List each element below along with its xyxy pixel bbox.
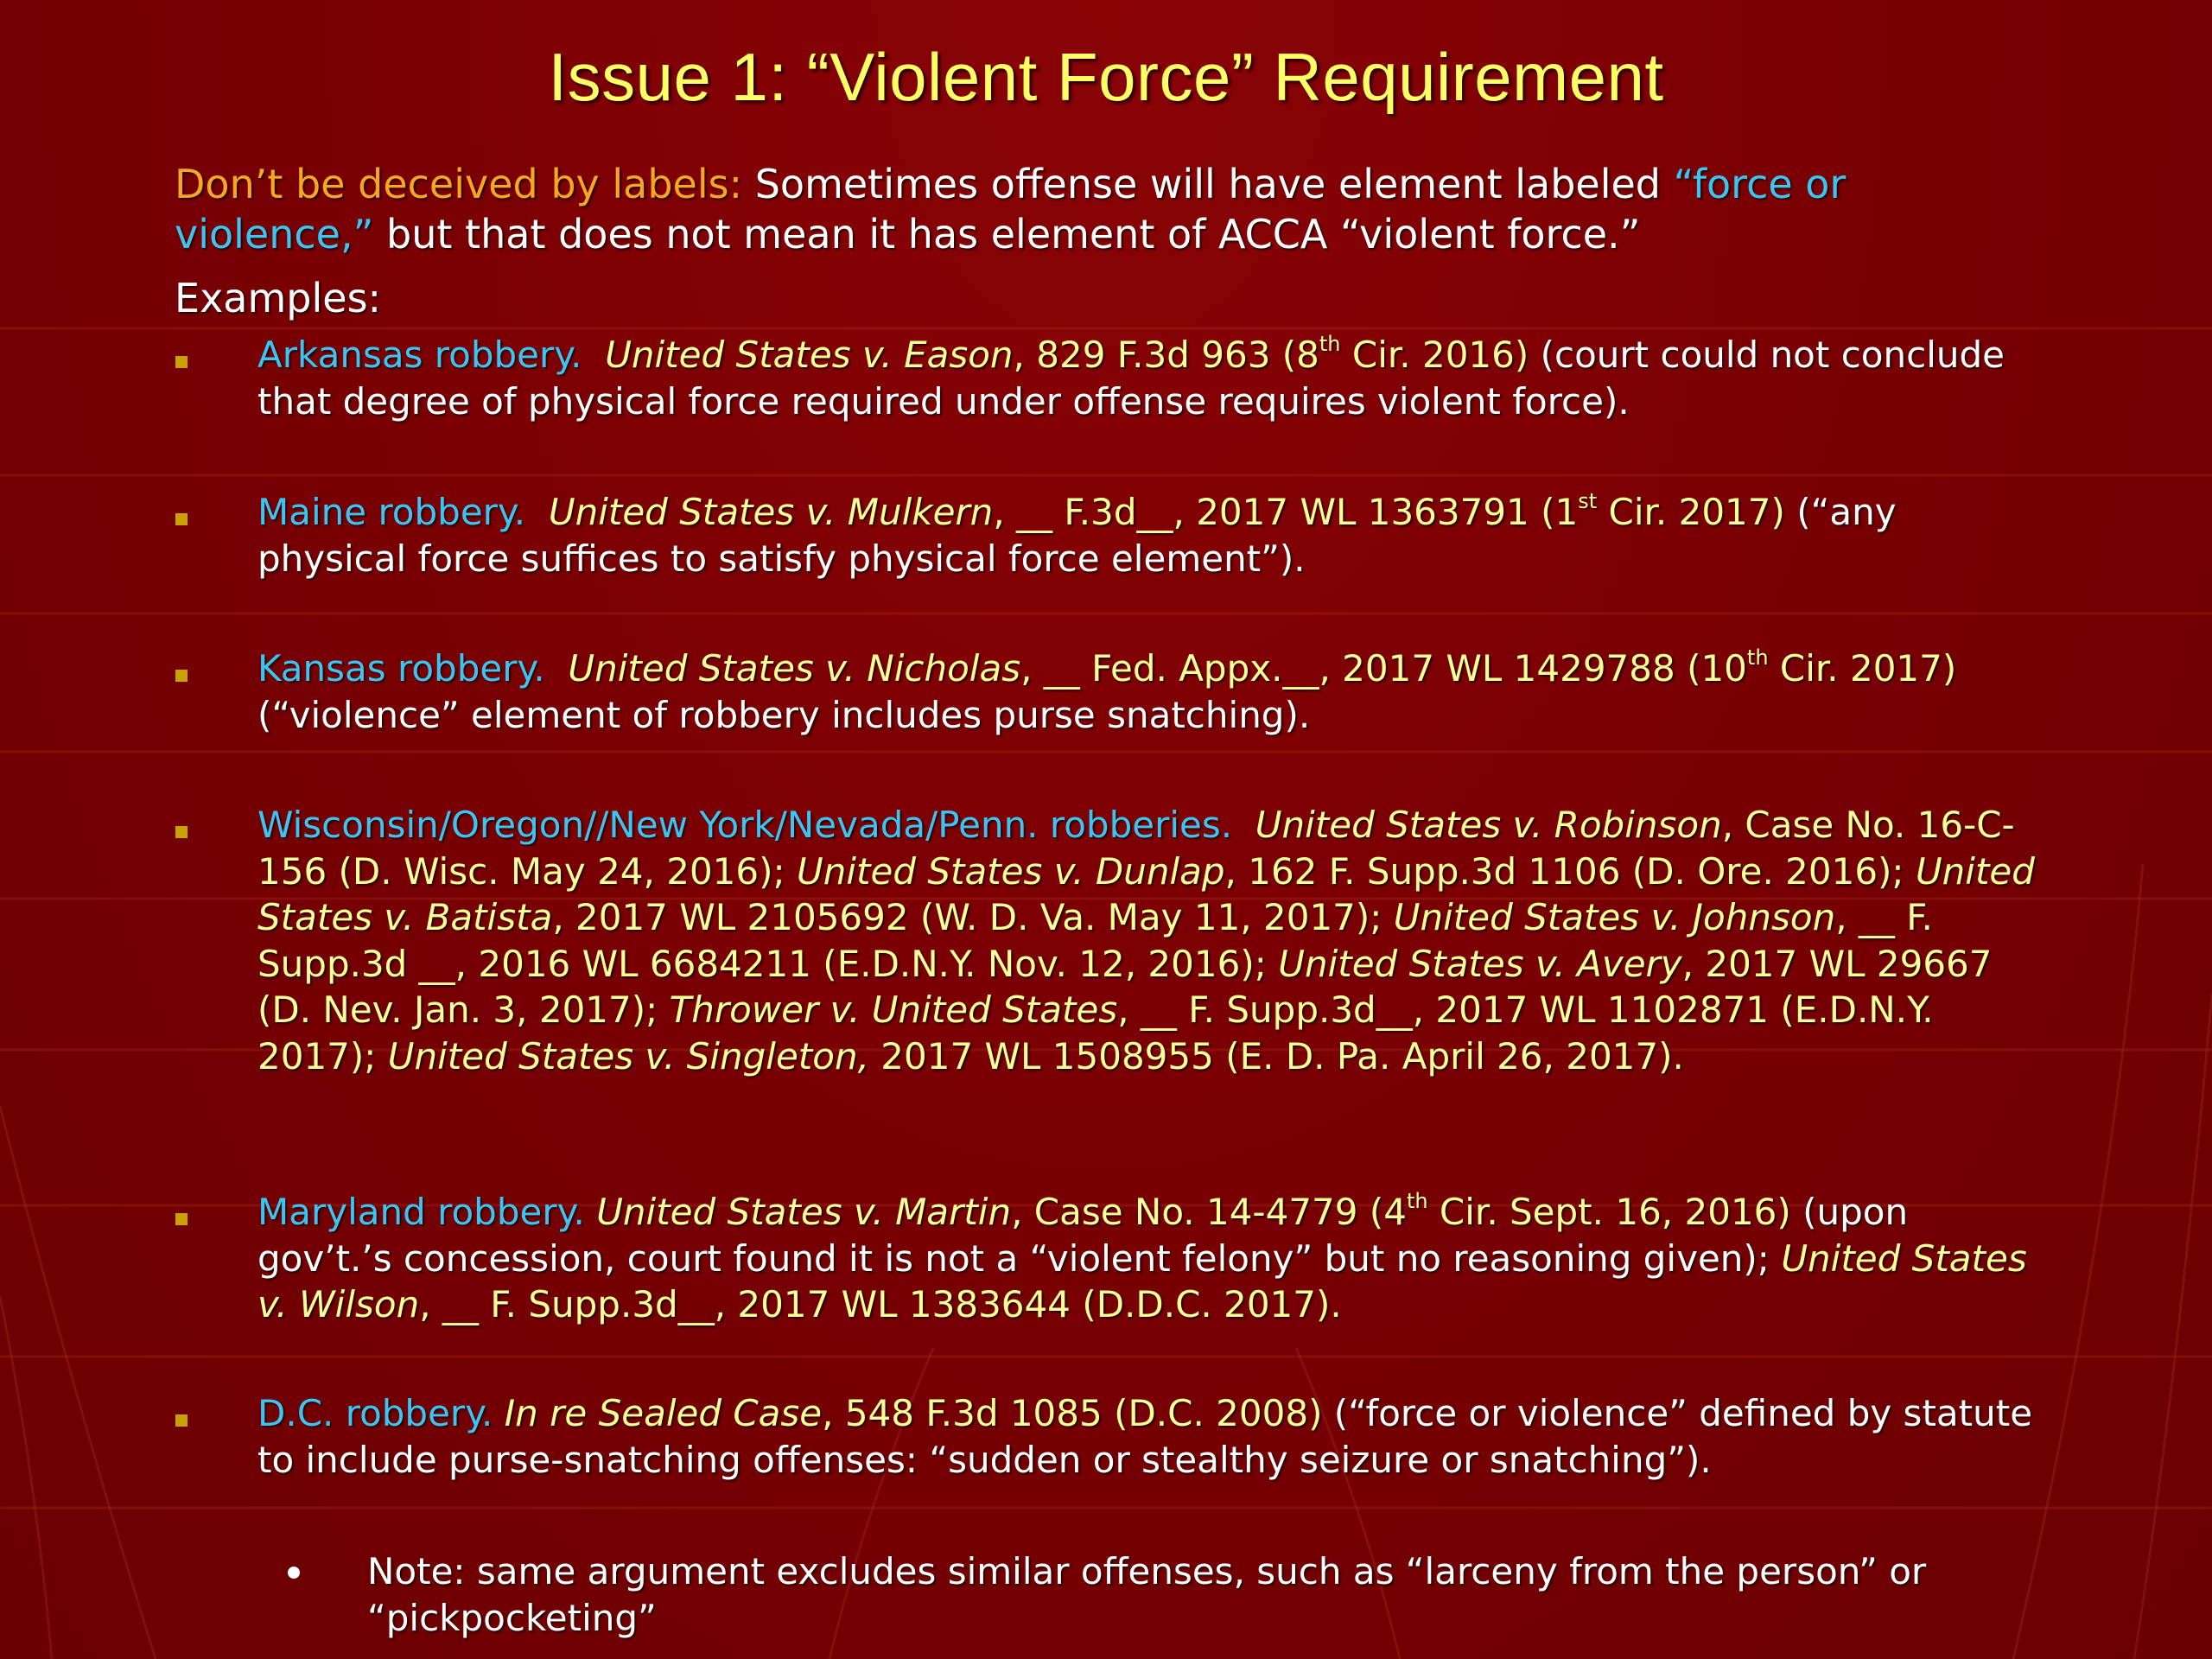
case-cite: , Case No. 14-4779 (4 xyxy=(1011,1191,1407,1233)
bullet-square-icon xyxy=(175,826,188,838)
list-item xyxy=(257,1189,2037,1328)
case-name: United States v. Dunlap xyxy=(797,849,1225,893)
intro-text-1: Sometimes offense will have element labeled xyxy=(742,161,1674,207)
case-cite-end: Cir. 2017) xyxy=(1768,647,1957,690)
case-cite: , __ F. Supp.3d__, 2017 WL 1102871 (E.D.N.Y. 2017); xyxy=(257,988,1934,1077)
parenthetical: (“force or violence” defined by statute to include purse-snatching offenses: “sudden or stealthy seizure or snatching”). xyxy=(257,1392,2033,1481)
case-name: United States v. Mulkern xyxy=(548,491,994,533)
parenthetical: (upon gov’t.’s concession, court found it is not a “violent felony” but no reasoning given); xyxy=(257,1191,1909,1280)
parenthetical: (court could not conclude that degree of physical force required under offense requires violent force). xyxy=(257,334,2005,423)
case-cite-end: Cir. 2016) xyxy=(1340,334,1529,376)
case-name: United States v. Singleton, xyxy=(387,1034,869,1077)
case-name: United States v. Robinson xyxy=(1255,804,1722,846)
item-label: Maine robbery. xyxy=(257,491,526,533)
case-name: In re Sealed Case xyxy=(504,1392,823,1434)
item-label: Maryland robbery. xyxy=(257,1191,585,1233)
case-cite: , __ F.3d__, 2017 WL 1363791 (1 xyxy=(993,491,1579,533)
case-cite: , 548 F.3d 1085 (D.C. 2008) xyxy=(822,1392,1323,1434)
bullet-square-icon xyxy=(175,356,188,368)
case-cite: , __ F. Supp.3d__, 2017 WL 1383644 (D.D.C. 2017). xyxy=(419,1283,1342,1325)
list-item xyxy=(257,802,2037,1079)
slide-title: Issue 1: “Violent Force” Requirement xyxy=(548,39,1664,115)
case-cite: , 162 F. Supp.3d 1106 (D. Ore. 2016); xyxy=(1224,849,1916,893)
case-name: United States v. Nicholas xyxy=(568,647,1021,690)
ordinal-suffix: st xyxy=(1578,489,1598,513)
list-item xyxy=(257,645,2037,738)
case-name: United States v. Wilson xyxy=(257,1236,2027,1325)
list-item xyxy=(257,489,2037,582)
case-cite: , 829 F.3d 963 (8 xyxy=(1013,334,1319,376)
intro-text-2: but that does not mean it has element of ACCA “violent force.” xyxy=(373,211,1641,257)
ordinal-suffix: th xyxy=(1319,332,1341,356)
list-item xyxy=(257,332,2037,424)
bullet-dot-icon xyxy=(288,1567,300,1579)
case-cite: , 2017 WL 2105692 (W. D. Va. May 11, 2017); xyxy=(552,896,1394,938)
case-name: United States v. Batista xyxy=(257,849,2035,938)
ordinal-suffix: th xyxy=(1746,645,1769,670)
note-text: Note: same argument excludes similar offenses, such as “larceny from the person” or “pickpocketing” xyxy=(367,1550,1927,1639)
intro-quoted: “force or violence,” xyxy=(175,161,1847,257)
intro-paragraph xyxy=(175,159,2041,259)
list-item xyxy=(257,1390,2037,1483)
case-cite: , Case No. 16-C-156 (D. Wisc. May 24, 2016); xyxy=(257,804,2015,893)
intro-label: Don’t be deceived by labels: xyxy=(175,161,743,207)
item-label: Wisconsin/Oregon//New York/Nevada/Penn. robberies. xyxy=(257,804,1233,846)
parenthetical: (“any physical force suffices to satisfy physical force element”). xyxy=(257,491,1897,580)
case-cite: 2017 WL 1508955 (E. D. Pa. April 26, 2017). xyxy=(868,1034,1684,1077)
case-cite: , 2017 WL 29667 (D. Nev. Jan. 3, 2017); xyxy=(257,942,1993,1031)
case-name: United States v. Johnson xyxy=(1393,896,1836,938)
examples-label: Examples: xyxy=(175,275,382,321)
case-cite-end: Cir. Sept. 16, 2016) xyxy=(1427,1191,1791,1233)
case-cite-end: Cir. 2017) xyxy=(1597,491,1785,533)
item-label: Arkansas robbery. xyxy=(257,334,582,376)
bullet-square-icon xyxy=(175,1213,188,1225)
case-name: Thrower v. United States xyxy=(669,988,1118,1031)
bullet-square-icon xyxy=(175,670,188,682)
case-name: United States v. Avery xyxy=(1278,942,1682,985)
case-cite: , __ Fed. Appx.__, 2017 WL 1429788 (10 xyxy=(1020,647,1747,690)
item-label: D.C. robbery. xyxy=(257,1392,493,1434)
bullet-square-icon xyxy=(175,513,188,525)
case-cite: , __ F. Supp.3d __, 2016 WL 6684211 (E.D.N.Y. Nov. 12, 2016); xyxy=(257,896,1934,985)
case-name: United States v. Martin xyxy=(596,1191,1012,1233)
parenthetical: (“violence” element of robbery includes purse snatching). xyxy=(257,693,1311,736)
item-label: Kansas robbery. xyxy=(257,647,545,690)
ordinal-suffix: th xyxy=(1406,1189,1428,1213)
bullet-square-icon xyxy=(175,1414,188,1427)
case-name: United States v. Eason xyxy=(605,334,1014,376)
